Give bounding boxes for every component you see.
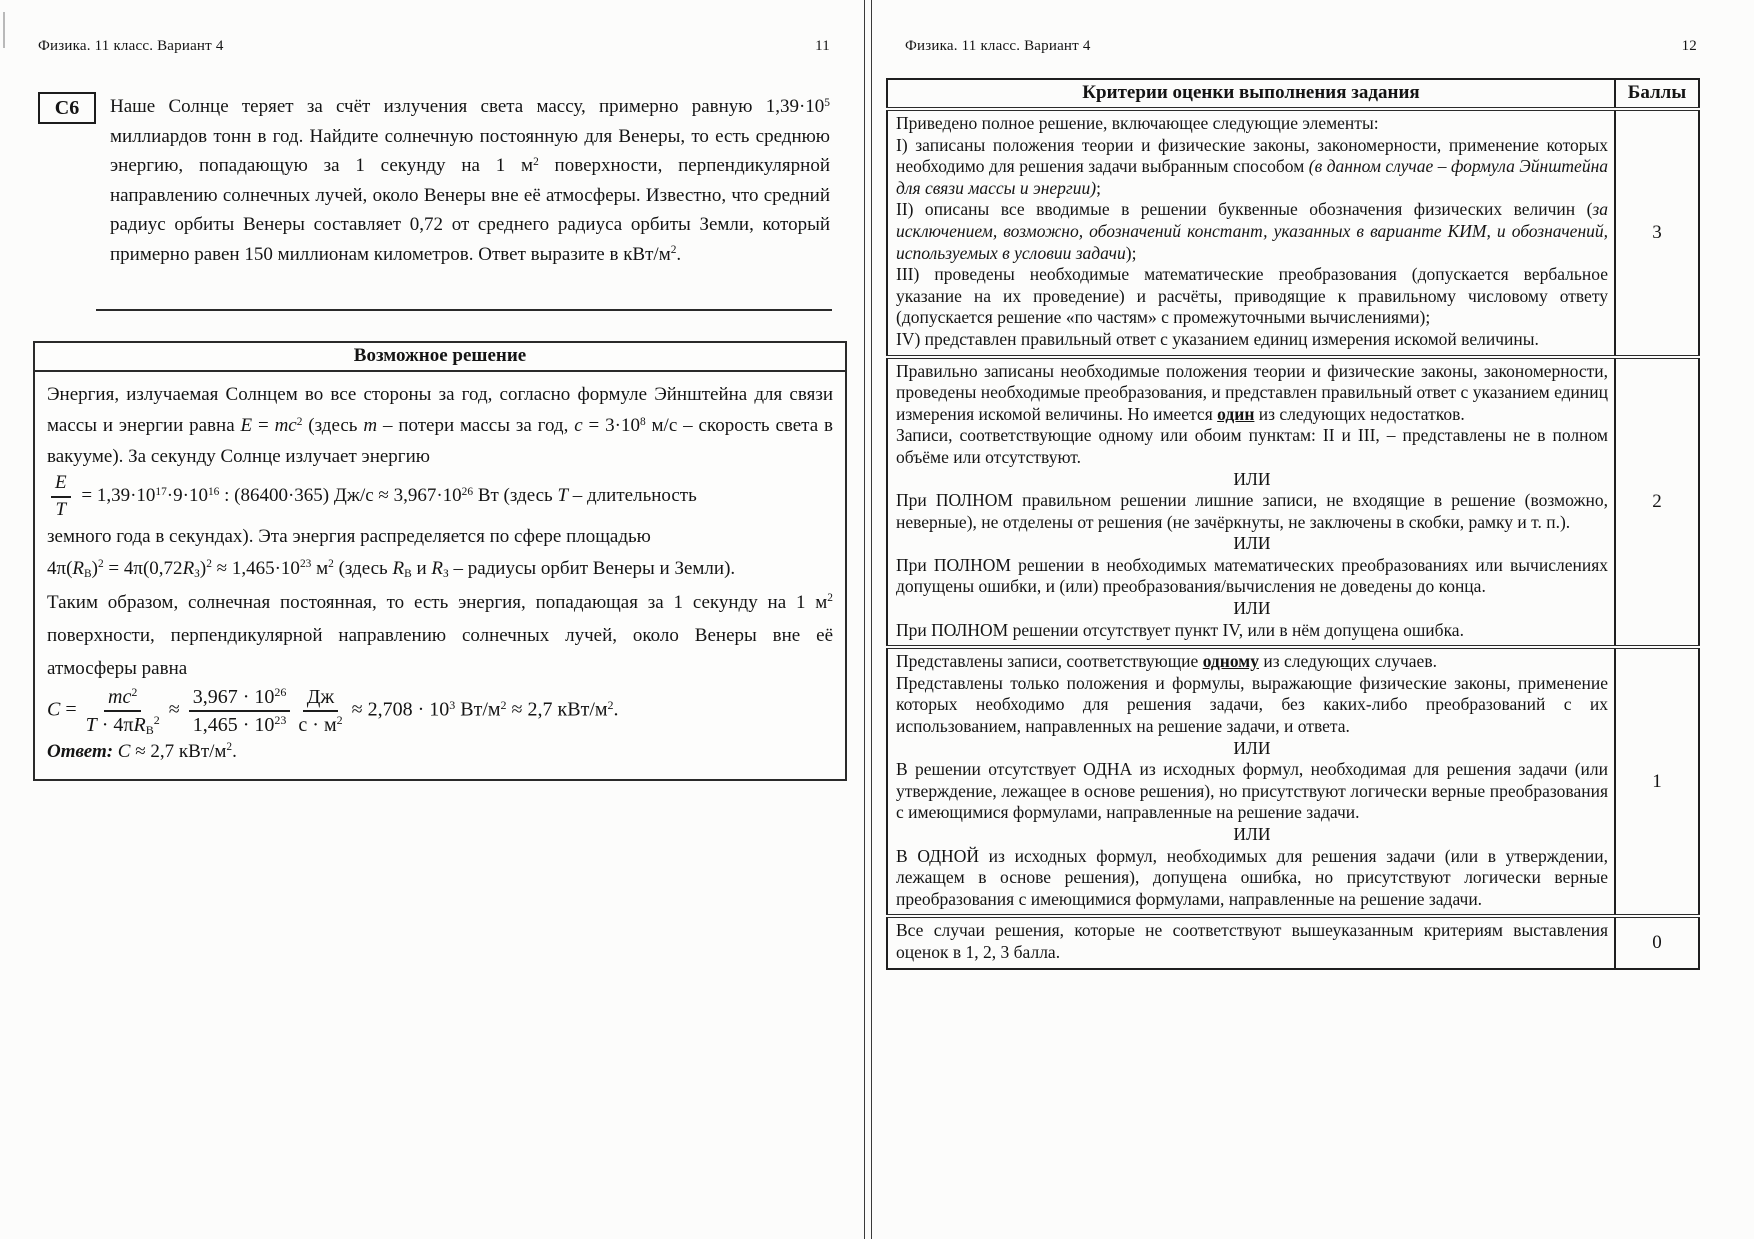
criteria-table — [886, 78, 1700, 970]
formula-sphere-area: $4\pi(R_В)^2 = 4\pi(0,72R_З)^2 \approx 1,465\cdot 10^{23}$ $м^2$ (здесь $R_В$ и $R_З$ – радиусы орбит Венеры и Земли). — [47, 557, 736, 580]
problem-label: С6 — [38, 92, 96, 124]
solution-body — [35, 372, 845, 779]
criteria-paragraph: II) описаны все вводимые в решении буквенные обозначения физических величин (за исключением, возможно, обозначений констант, указанных в варианте КИМ, и обозначений, используемых в условии задачи); — [896, 199, 1608, 263]
or-separator: ИЛИ — [1233, 737, 1271, 758]
score-cell: 3 — [1615, 109, 1699, 357]
criteria-cell — [887, 916, 1615, 968]
solution-paragraph: Энергия, излучаемая Солнцем во все стороны за год, согласно формуле Эйнштейна для связи массы и энергии равна $E = mc^2$ (здесь m – потери массы за год, $c = 3\cdot 10^8$ м/с – скорость света в вакууме). За секунду Солнце излучает энергию — [47, 384, 833, 467]
problem-text: Наше Солнце теряет за счёт излучения света массу, примерно равную $1,39\cdot 10^5$ миллиардов тонн в год. Найдите солнечную постоянную для Венеры, то есть среднюю энергию, попадающую за 1 секунду на 1 $м^2$ поверхности, перпендикулярной направлению солнечных лучей, около Венеры вне её атмосферы. Известно, что средний радиус орбиты Венеры составляет 0,72 от среднего радиуса орбиты Земли, который примерно равен 150 миллионам километров. Ответ выразите в кВт/$м^2$. — [110, 96, 830, 265]
criteria-paragraph: В решении отсутствует ОДНА из исходных формул, необходимая для решения задачи (или утверждение, лежащее в основе решения), но присутствуют логически верные преобразования с имеющимися формулами, направленные на решение задачи. — [896, 759, 1608, 823]
solution-paragraph: земного года в секундах). Эта энергия распределяется по сфере площадью — [47, 525, 651, 547]
criteria-paragraph: При ПОЛНОМ правильном решении лишние записи, не входящие в решение (возможно, неверные), не отделены от решения (не зачёркнуты, не заключены в скобки, рамку и т. п.). — [896, 490, 1608, 532]
criteria-paragraph: В ОДНОЙ из исходных формул, необходимых для решения задачи (или в утверждении, лежащем в основе решения), допущена ошибка, но присутствуют логически верные преобразования с имеющимися формулами, направленные на решение задачи. — [896, 845, 1608, 909]
criteria-cell — [887, 109, 1615, 357]
criteria-paragraph: IV) представлен правильный ответ с указанием единиц измерения искомой величины. — [896, 328, 1539, 349]
criteria-row-score-2 — [887, 357, 1699, 648]
criteria-header-row — [887, 79, 1699, 109]
or-separator: ИЛИ — [1233, 598, 1271, 619]
solution-table — [33, 341, 847, 781]
header-title: Физика. 11 класс. Вариант 4 — [38, 38, 224, 54]
page-number: 12 — [1681, 38, 1697, 54]
score-cell: 2 — [1615, 357, 1699, 648]
solution-paragraph: Таким образом, солнечная постоянная, то есть энергия, попадающая за 1 секунду на 1 $м^2$ поверхности, перпендикулярной направлению солнечных лучей, около Венеры вне её атмосферы равна — [47, 591, 833, 679]
problem-divider-rule — [96, 309, 832, 311]
criteria-paragraph: Все случаи решения, которые не соответствуют вышеуказанным критериям выставления оценок в 1, 2, 3 балла. — [896, 920, 1608, 962]
or-separator: ИЛИ — [1233, 468, 1271, 489]
score-header: Баллы — [1615, 79, 1699, 109]
criteria-paragraph: III) проведены необходимые математические преобразования (допускается вербальное указание на их проведение) и расчёты, приводящие к правильному числовому ответу (допускается решение «по частям» с промежуточными вычислениями); — [896, 264, 1608, 328]
formula-solar-constant: C = $\frac{mc^2}{T \cdot 4\pi R_В^2}$ ≈ $\frac{3,967 \cdot 10^{26}}{1,465 \cdot 10^{23}}$ $\frac{Дж}{с \cdot м^2}$ ≈ $2,708 \cdot 10^3$ $Вт/м^2 \approx 2,7$ кВт/$м^2$. — [47, 685, 619, 737]
score-cell: 0 — [1615, 916, 1699, 968]
criteria-paragraph: Правильно записаны необходимые положения теории и физические законы, закономерности, проведены необходимые преобразования, и представлен правильный ответ с указанием единиц измерения искомой величины. Но имеется один из следующих недостатков. — [896, 360, 1608, 424]
criteria-paragraph: Представлены только положения и формулы, выражающие физические законы, применение которых необходимо для решения задачи, без каких-либо преобразований с их использованием, направленных на решение задачи, и ответа. — [896, 672, 1608, 737]
criteria-paragraph: Приведено полное решение, включающее следующие элементы: — [896, 113, 1379, 133]
formula-energy-per-second: $\frac{E}{T}$ = $1,39\cdot 10^{17}\cdot 9\cdot 10^{16}$ : (86400·365) $Дж/с \approx 3,967\cdot 10^{26}$ Вт (здесь T – длительность — [47, 472, 833, 522]
header-title: Физика. 11 класс. Вариант 4 — [905, 38, 1091, 54]
criteria-paragraph: При ПОЛНОМ решении отсутствует пункт IV, или в нём допущена ошибка. — [896, 619, 1464, 640]
criteria-row-score-1 — [887, 647, 1699, 916]
page-number: 11 — [815, 38, 830, 54]
or-separator: ИЛИ — [1233, 533, 1271, 554]
solution-title: Возможное решение — [35, 343, 845, 372]
criteria-cell — [887, 357, 1615, 648]
criteria-paragraph: При ПОЛНОМ решении в необходимых математических преобразованиях или вычислениях допущены ошибки, и (или) преобразования/вычисления не доведены до конца. — [896, 554, 1608, 597]
criteria-paragraph: I) записаны положения теории и физические законы, закономерности, применение которых необходимо для решения задачи выбранным способом (в данном случае – формула Эйнштейна для связи массы и энергии); — [896, 134, 1609, 198]
page-gutter-divider — [864, 0, 872, 1239]
criteria-header: Критерии оценки выполнения задания — [887, 79, 1615, 109]
criteria-paragraph: Представлены записи, соответствующие одному из следующих случаев. — [896, 651, 1437, 672]
page-header — [38, 38, 830, 55]
criteria-cell — [887, 647, 1615, 916]
answer-line: Ответ: C ≈ 2,7 кВт/$м^2$. — [47, 740, 237, 762]
criteria-row-score-3 — [887, 109, 1699, 357]
criteria-paragraph: Записи, соответствующие одному или обоим пунктам: II и III, – представлены не в полном объёме или отсутствуют. — [896, 425, 1608, 467]
page-11 — [0, 0, 866, 1239]
problem-block — [38, 92, 830, 269]
or-separator: ИЛИ — [1233, 824, 1271, 844]
page-12 — [878, 0, 1754, 1239]
score-cell: 1 — [1615, 647, 1699, 916]
page-header — [905, 38, 1697, 55]
criteria-row-score-0 — [887, 916, 1699, 968]
